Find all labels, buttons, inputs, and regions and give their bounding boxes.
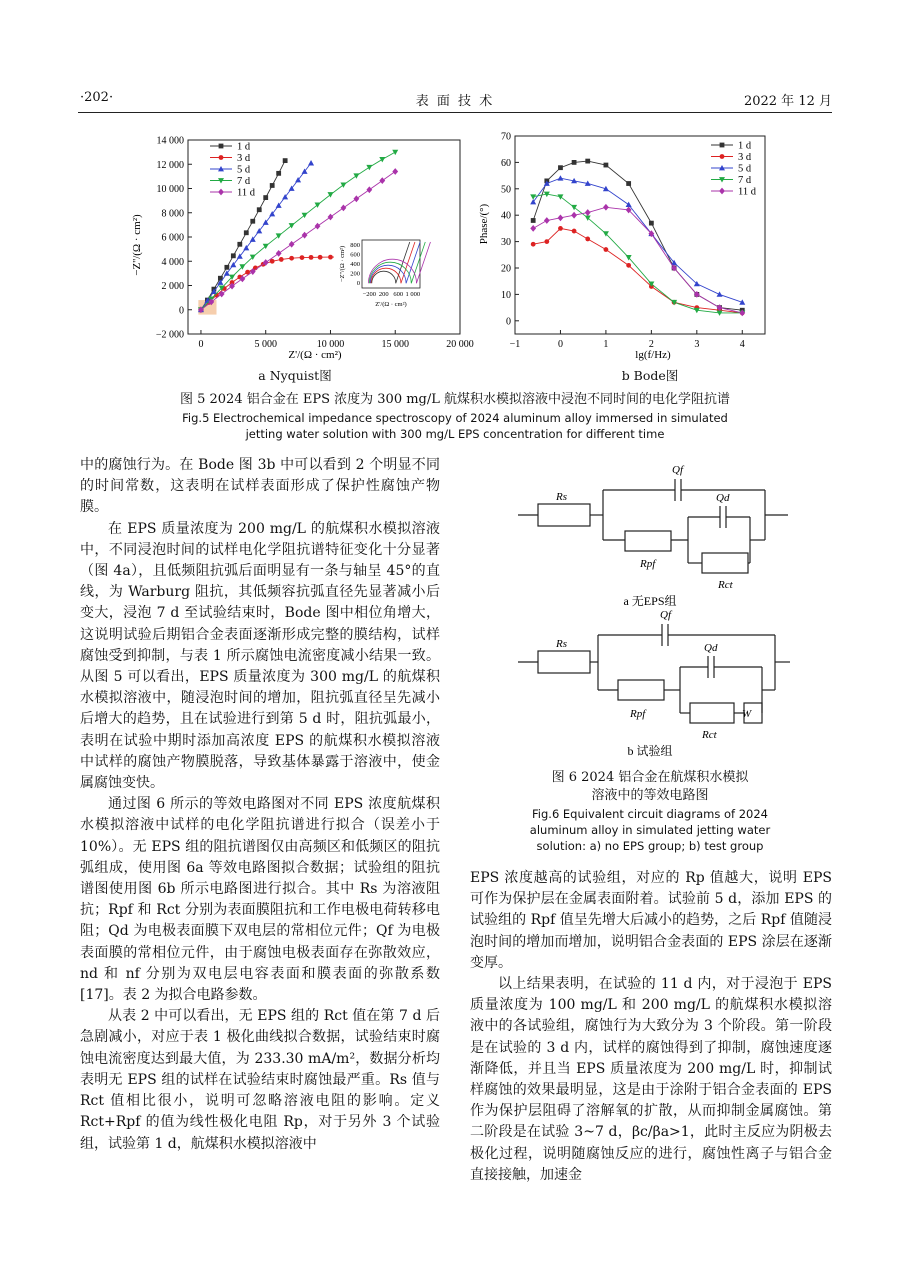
header-rule [78, 112, 832, 113]
nyquist-ytick-label: 10 000 [156, 184, 184, 195]
nyquist-data-point [224, 265, 229, 270]
nyquist-data-point [300, 255, 305, 260]
nyquist-ytick-label: −2 000 [155, 329, 184, 341]
nyquist-data-point [366, 165, 372, 170]
fig5-caption-en-2: jetting water solution with 300 mg/L EPS concentration for different time [245, 427, 665, 441]
bode-ytick-label: 40 [501, 210, 511, 222]
bode-xtick-label: 1 [603, 339, 609, 350]
nyquist-ytick-label: 14 000 [156, 135, 184, 147]
circuit-b-w-label: W [742, 708, 752, 720]
circuit-b-rs-label: Rs [556, 638, 567, 650]
bode-data-point [531, 218, 536, 223]
nyquist-series-2 [198, 160, 314, 312]
fig6-caption-en-2: aluminum alloy in simulated jetting water [529, 823, 771, 837]
bode-data-point [626, 181, 631, 186]
nyquist-data-point [341, 205, 347, 212]
circuit-a-rs-label: Rs [556, 491, 567, 503]
circuit-b-qf-label: Qf [660, 609, 671, 621]
nyquist-data-point [353, 173, 359, 178]
bode-data-point [717, 291, 723, 296]
nyquist-legend-label: 7 d [237, 176, 251, 187]
bode-ylabel: Phase/(°) [478, 203, 490, 245]
inset-xtick-label: 1 000 [405, 291, 421, 298]
bode-ytick-label: 0 [506, 316, 511, 328]
inset-xtick-label: 600 [393, 291, 404, 298]
bode-data-point [626, 202, 632, 207]
bode-xtick-label: 4 [739, 339, 745, 350]
fig6b-sublabel: b 试验组 [627, 744, 673, 758]
nyquist-data-point [283, 158, 288, 163]
bode-xtick-label: 3 [694, 339, 700, 350]
inset-xlabel: Z'/(Ω · cm²) [375, 301, 407, 308]
bode-legend-label: 7 d [738, 175, 752, 186]
nyquist-data-point [353, 195, 359, 202]
nyquist-legend-label: 11 d [237, 187, 255, 199]
left-column [80, 455, 440, 1155]
nyquist-ylabel: −Z''/(Ω · cm²) [131, 214, 143, 276]
nyquist-data-point [289, 256, 294, 261]
nyquist-xtick-label: 5 000 [254, 339, 277, 350]
bode-data-point [571, 212, 577, 219]
nyquist-data-point [263, 195, 268, 200]
bode-series-line [533, 161, 742, 310]
inset-ytick-label: 200 [350, 270, 360, 278]
fig5-caption-cn: 图 5 2024 铝合金在 EPS 浓度为 300 mg/L 航煤积水模拟溶液中浸泡不同时间的电化学阻抗谱 [179, 392, 731, 407]
circuit-a-rct-label: Rct [718, 579, 733, 591]
nyquist-xtick-label: 10 000 [316, 339, 345, 350]
nyquist-data-point [276, 171, 281, 176]
bode-series-0 [531, 159, 745, 313]
nyquist-data-point [257, 207, 262, 212]
nyquist-xtick-label: 20 000 [446, 339, 474, 350]
nyquist-data-point [392, 168, 398, 175]
nyquist-ytick-label: 6 000 [161, 232, 184, 244]
fig6a-sublabel: a 无EPS组 [623, 594, 677, 608]
circuit-a-rpf-label: Rpf [640, 558, 656, 570]
inset-xtick-label: −200 [362, 291, 376, 298]
bode-series-4 [530, 204, 745, 316]
bode-data-point [531, 242, 536, 247]
nyquist-data-point [250, 219, 255, 224]
nyquist-data-point [289, 241, 295, 248]
bode-plot-frame [515, 136, 765, 334]
bode-series-line [533, 178, 742, 302]
fig5a-sublabel: a Nyquist图 [258, 368, 332, 383]
bode-legend-label: 5 d [738, 163, 752, 175]
right-column [470, 868, 832, 1186]
nyquist-data-point [302, 232, 308, 239]
bode-data-point [558, 165, 563, 170]
para-1: 中的腐蚀行为。在 Bode 图 3b 中可以看到 2 个明显不同的时间常数，这表明在试样表面形成了保护性腐蚀产物膜。 [80, 457, 440, 516]
inset-xtick-label: 200 [378, 291, 389, 298]
nyquist-data-point [328, 214, 334, 221]
bode-data-point [585, 159, 590, 164]
inset-ytick-label: 800 [350, 241, 360, 249]
nyquist-ytick-label: 12 000 [156, 159, 184, 171]
circuit-a-qd-label: Qd [716, 492, 730, 504]
bode-legend-label: 1 d [738, 140, 752, 152]
circuit-diagrams [470, 455, 830, 765]
bode-legend-label: 11 d [738, 186, 756, 198]
fig6-caption-en-3: solution: a) no EPS group; b) test group [536, 839, 764, 853]
nyquist-data-point [244, 230, 249, 235]
issue-date: 2022 年 12 月 [743, 94, 832, 109]
nyquist-data-point [231, 253, 236, 258]
fig6-caption-en-1: Fig.6 Equivalent circuit diagrams of 2024 [532, 807, 768, 821]
bode-data-point [544, 239, 549, 244]
bode-series-line [533, 228, 742, 313]
circuit-b-rpf-label: Rpf [630, 708, 646, 720]
bode-data-point [572, 229, 577, 234]
bode-series-line [533, 194, 742, 313]
para-3: 通过图 6 所示的等效电路图对不同 EPS 浓度航煤积水模拟溶液中试样的电化学阻抗谱进行拟合（误差小于 10%）。无 EPS 组的阻抗谱图仅由高频区和低频区的阻抗弧组成，使用图 6a 等效电路图拟合数据；试验组的阻抗谱图使用图 6b 所示电路图进行拟合。其中 Rs 为溶液阻抗；Rpf 和 Rct 分别为表面膜阻抗和工作电极电荷转移电阻；Qd 为电极表面膜下双电层的常相位元件；Qf 为电极表面膜的常相位元件，由于腐蚀电极表面存在弥散效应，nd 和 nf 分别为双电层电容表面和膜表面的弥散系数[17]。表 2 为拟合电路参数。 [80, 796, 440, 1004]
nyquist-chart [120, 128, 475, 388]
bode-ytick-label: 60 [501, 157, 511, 169]
bode-data-point [649, 221, 654, 226]
nyquist-data-point [237, 242, 242, 247]
fig5b-sublabel: b Bode图 [621, 368, 679, 383]
bode-chart [475, 128, 795, 388]
bode-data-point [557, 194, 563, 199]
bode-data-point [544, 217, 550, 224]
nyquist-data-point [315, 223, 321, 230]
page-number: ·202· [80, 90, 114, 105]
bode-data-point [572, 160, 577, 165]
bode-xlabel: lg(f/Hz) [635, 349, 671, 361]
inset-ytick-label: 400 [350, 261, 360, 268]
bode-series-line [533, 207, 742, 313]
nyquist-xtick-label: 15 000 [381, 339, 409, 350]
para-4: 从表 2 中可以看出，无 EPS 组的 Rct 值在第 7 d 后急剧减小，对应于表 1 极化曲线拟合数据，试验结束时腐蚀电流密度达到最大值，为 233.30 mA/m²，数据分析均表明无 EPS 组的试样在试验结束时腐蚀最严重。Rs 值与 Rct 值相比很小，说明可忽略溶液电阻的影响。定义 Rct+Rpf 的值为线性极化电阻 Rp，对于另外 3 个试验组，试验第 1 d，航煤积水模拟溶液中 [80, 1008, 440, 1152]
circuit-b-qd-label: Qd [704, 642, 718, 654]
bode-ytick-label: 20 [501, 263, 511, 275]
bode-legend-marker [719, 188, 725, 195]
bode-data-point [558, 226, 563, 231]
para-5: EPS 浓度越高的试验组，对应的 Rp 值越大，说明 EPS 可作为保护层在金属表面附着。试验前 5 d，添加 EPS 的试验组的 Rpf 值呈先增大后减小的趋势，之后 Rpf 值随浸泡时间的增加而增加，说明铝合金表面的 EPS 涂层在逐渐变厚。 [470, 870, 832, 971]
fig5-caption-en-1: Fig.5 Electrochemical impedance spectroscopy of 2024 aluminum alloy immersed in simulated [182, 411, 728, 425]
para-2: 在 EPS 质量浓度为 200 mg/L 的航煤积水模拟溶液中，不同浸泡时间的试样电化学阻抗谱特征变化十分显著（图 4a），且低频阻抗弧后面明显有一条与轴呈 45°的直线，为 Warburg 阻抗，其低频容抗弧直径先显著减小后变大，浸泡 7 d 至试验结束时，Bode 图中相位角增大，这说明试验后期铝合金表面逐渐形成完整的膜结构，试样腐蚀受到抑制，与表 1 所示腐蚀电流密度减小结果一致。从图 5 可以看出，EPS 质量浓度为 300 mg/L 的航煤积水模拟溶液中，随浸泡时间的增加，阻抗弧直径呈先减小后增大的趋势，且在试验进行到第 5 d 时，阻抗弧最小，表明在试验中期时添加高浓度 EPS 的航煤积水模拟溶液中试样的腐蚀产物膜脱落，导致基体暴露于溶液中，使金属腐蚀变快。 [80, 520, 440, 792]
bode-data-point [626, 263, 631, 268]
nyquist-data-point [392, 150, 398, 155]
bode-legend-label: 3 d [738, 152, 752, 163]
nyquist-legend-marker [219, 144, 224, 149]
nyquist-data-point [379, 177, 385, 184]
nyquist-data-point [379, 157, 385, 162]
nyquist-legend-marker [219, 155, 224, 160]
nyquist-data-point [279, 257, 284, 262]
fig6-caption-cn-1: 图 6 2024 铝合金在航煤积水模拟 [551, 770, 749, 785]
bode-ytick-label: 10 [501, 289, 511, 301]
bode-data-point [557, 175, 563, 180]
nyquist-legend-marker [218, 189, 224, 196]
inset-ytick-label: 0 [356, 280, 360, 288]
nyquist-data-point [219, 291, 225, 298]
journal-name: 表 面 技 术 [415, 94, 495, 109]
nyquist-ytick-label: 4 000 [161, 256, 184, 268]
bode-data-point [604, 163, 609, 168]
bode-xtick-label: 0 [557, 339, 563, 350]
bode-series-3 [530, 192, 745, 316]
bode-ytick-label: 30 [501, 237, 511, 249]
fig6-caption-cn-2: 溶液中的等效电路图 [591, 788, 709, 803]
nyquist-legend-label: 5 d [237, 164, 251, 176]
bode-xtick-label: 2 [648, 339, 654, 350]
nyquist-data-point [308, 160, 314, 165]
bode-legend-marker [720, 143, 725, 148]
circuit-a-qf-label: Qf [672, 464, 683, 476]
bode-data-point [603, 204, 609, 211]
bode-xtick-label: −1 [509, 339, 521, 350]
bode-data-point [558, 214, 564, 221]
bode-data-point [604, 247, 609, 252]
nyquist-series-line [201, 163, 311, 310]
nyquist-ytick-label: 8 000 [161, 208, 184, 220]
nyquist-data-point [366, 186, 372, 193]
bode-data-point [585, 209, 591, 216]
nyquist-xlabel: Z'/(Ω · cm²) [288, 349, 342, 361]
nyquist-ytick-label: 0 [179, 305, 184, 317]
para-6: 以上结果表明，在试验的 11 d 内，对于浸泡于 EPS 质量浓度为 100 mg/L 和 200 mg/L 的航煤积水模拟溶液中的各试验组，腐蚀行为大致分为 3 个阶段。第一阶段是在试验的 3 d 内，试样的腐蚀得到了抑制，腐蚀速度逐渐降低，并且当 EPS 质量浓度为 200 mg/L 时，抑制试样腐蚀的效果最明显，这是由于涂附于铝合金表面的 EPS 作为保护层阻碍了溶解氧的扩散，从而抑制金属腐蚀。第二阶段是在试验 3~7 d，βc/βa>1，此时主反应为阴极去极化过程，说明随腐蚀反应的进行，腐蚀性离子与铝合金直接接触，加速金 [470, 976, 832, 1183]
bode-ytick-label: 70 [501, 131, 511, 143]
nyquist-data-point [309, 255, 314, 260]
bode-series-1 [531, 226, 745, 315]
bode-legend-marker [720, 154, 725, 159]
bode-data-point [585, 237, 590, 242]
bode-data-point [530, 225, 536, 232]
nyquist-data-point [318, 255, 323, 260]
nyquist-legend-label: 3 d [237, 153, 251, 164]
nyquist-legend-label: 1 d [237, 141, 251, 153]
nyquist-data-point [340, 182, 346, 187]
nyquist-data-point [328, 255, 333, 260]
inset-ytick-label: 600 [350, 251, 360, 259]
nyquist-ytick-label: 2 000 [161, 281, 184, 292]
inset-ylabel: −Z''/(Ω · cm²) [339, 245, 346, 283]
nyquist-xtick-label: 0 [198, 339, 204, 350]
nyquist-data-point [276, 250, 282, 257]
circuit-b-rct-label: Rct [702, 729, 717, 741]
bode-ytick-label: 50 [501, 184, 511, 196]
nyquist-data-point [270, 183, 275, 188]
